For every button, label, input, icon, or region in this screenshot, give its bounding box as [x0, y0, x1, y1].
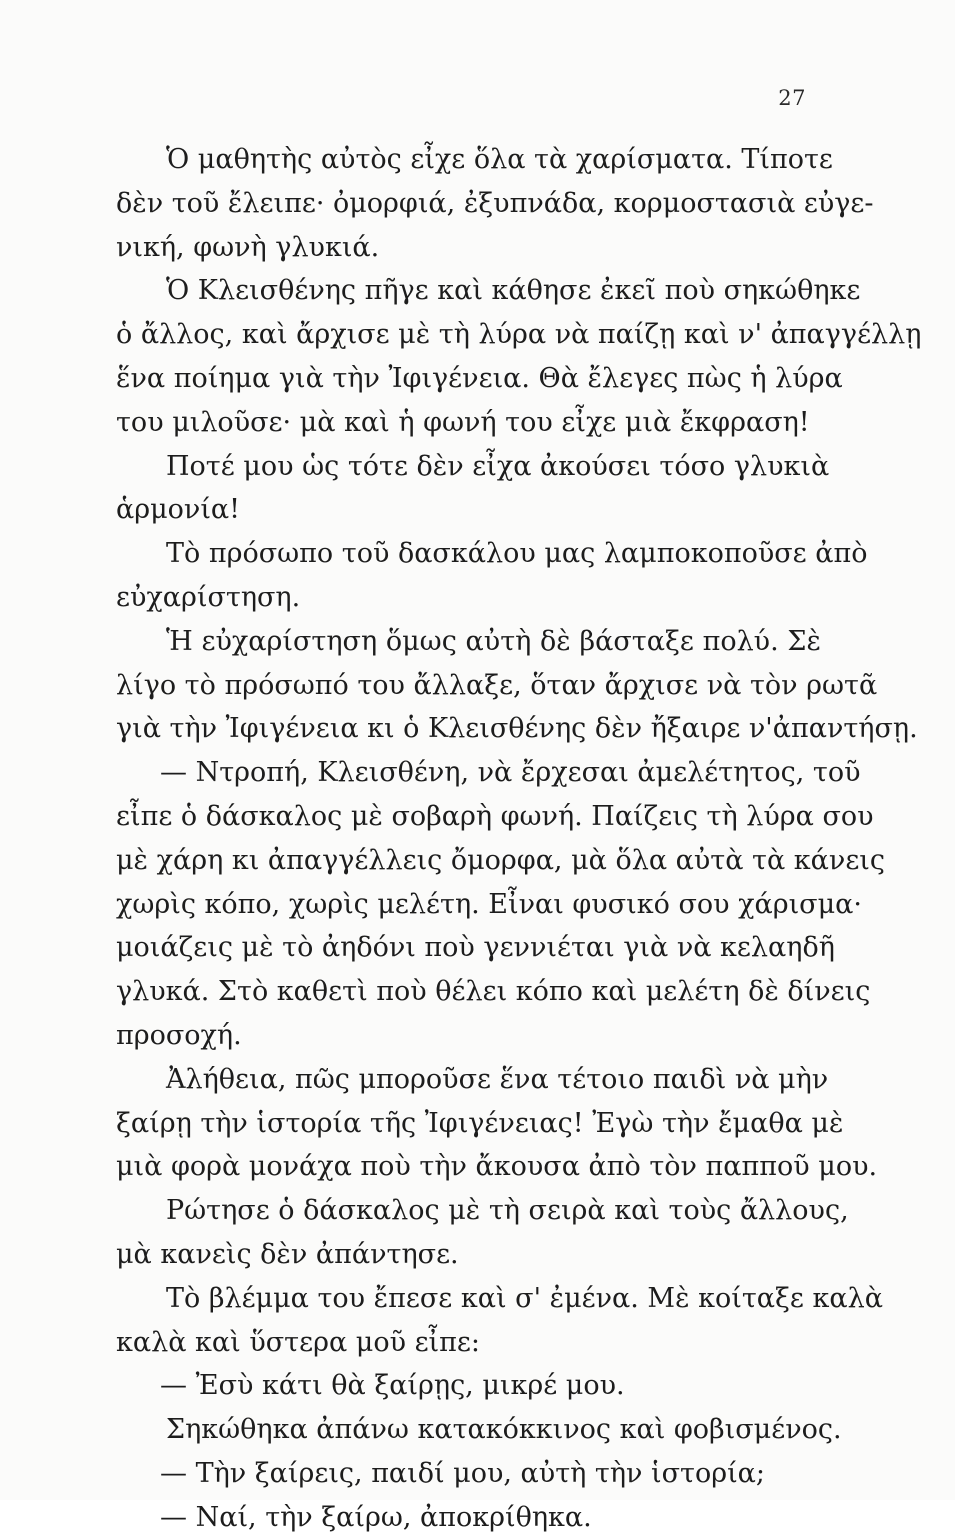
text-line: Ἡ εὐχαρίστηση ὅμως αὐτὴ δὲ βάσταξε πολύ. Σὲ: [166, 625, 821, 657]
text-line: δὲν τοῦ ἔλειπε· ὀμορφιά, ἐξυπνάδα, κορμοστασιὰ εὐγε-: [116, 187, 874, 219]
text-line: Ὁ Κλεισθένης πῆγε καὶ κάθησε ἐκεῖ ποὺ σηκώθηκε: [166, 275, 861, 307]
text-line: εὐχαρίστηση.: [116, 582, 301, 613]
text-line: νική, φωνὴ γλυκιά.: [116, 231, 380, 263]
text-line: Τὸ βλέμμα του ἔπεσε καὶ σ' ἐμένα. Μὲ κοίταξε καλὰ: [166, 1282, 883, 1314]
text-line: ξαίρῃ τὴν ἱστορία τῆς Ἰφιγένειας! Ἐγὼ τὴν ἔμαθα μὲ: [116, 1107, 844, 1139]
text-line: — Ἐσὺ κάτι θὰ ξαίρῃς, μικρέ μου.: [160, 1370, 625, 1402]
text-line: Τὸ πρόσωπο τοῦ δασκάλου μας λαμποκοποῦσε ἀπὸ: [166, 538, 868, 570]
text-line: λίγο τὸ πρόσωπό του ἄλλαξε, ὅταν ἄρχισε νὰ τὸν ρωτᾶ: [116, 669, 878, 701]
text-line: ἁρμονία!: [116, 494, 240, 526]
text-line: — Ναί, τὴν ξαίρω, ἀποκρίθηκα.: [160, 1501, 592, 1533]
text-line: Ρώτησε ὁ δάσκαλος μὲ τὴ σειρὰ καὶ τοὺς ἄλλους,: [166, 1195, 849, 1227]
text-line: — Τὴν ξαίρεις, παιδί μου, αὐτὴ τὴν ἱστορία;: [160, 1458, 766, 1489]
text-line: μὰ κανεὶς δὲν ἀπάντησε.: [116, 1239, 459, 1270]
text-line: χωρὶς κόπο, χωρὶς μελέτη. Εἶναι φυσικό σου χάρισμα·: [116, 888, 862, 920]
text-line: Ποτέ μου ὡς τότε δὲν εἶχα ἀκούσει τόσο γλυκιὰ: [166, 450, 830, 482]
text-line: Ὁ μαθητὴς αὐτὸς εἶχε ὅλα τὰ χαρίσματα. Τίποτε: [166, 144, 833, 175]
page-number: 27: [778, 86, 806, 110]
text-line: εἶπε ὁ δάσκαλος μὲ σοβαρὴ φωνή. Παίζεις τὴ λύρα σου: [116, 801, 874, 832]
text-line: Ἀλήθεια, πῶς μποροῦσε ἕνα τέτοιο παιδὶ νὰ μὴν: [166, 1063, 829, 1095]
text-line: Σηκώθηκα ἀπάνω κατακόκκινος καὶ φοβισμένος.: [166, 1414, 842, 1446]
text-line: μοιάζεις μὲ τὸ ἀηδόνι ποὺ γεννιέται γιὰ νὰ κελαηδῆ: [116, 932, 835, 964]
text-line: — Ντροπή, Κλεισθένη, νὰ ἔρχεσαι ἀμελέτητος, τοῦ: [160, 757, 861, 789]
text-line: του μιλοῦσε· μὰ καὶ ἡ φωνή του εἶχε μιὰ ἔκφραση!: [116, 406, 810, 438]
text-line: προσοχή.: [116, 1020, 242, 1051]
text-line: γιὰ τὴν Ἰφιγένεια κι ὁ Κλεισθένης δὲν ἤξαιρε ν'ἀπαντήσῃ.: [116, 713, 918, 745]
text-line: ἕνα ποίημα γιὰ τὴν Ἰφιγένεια. Θὰ ἔλεγες πὼς ἡ λύρα: [116, 363, 843, 394]
text-line: μιὰ φορὰ μονάχα ποὺ τὴν ἄκουσα ἀπὸ τὸν παπποῦ μου.: [116, 1151, 878, 1183]
text-line: μὲ χάρη κι ἀπαγγέλλεις ὄμορφα, μὰ ὅλα αὐτὰ τὰ κάνεις: [116, 844, 886, 876]
text-line: γλυκά. Στὸ καθετὶ ποὺ θέλει κόπο καὶ μελέτη δὲ δίνεις: [116, 976, 871, 1008]
text-line: ὁ ἄλλος, καὶ ἄρχισε μὲ τὴ λύρα νὰ παίζῃ καὶ ν' ἀπαγγέλλῃ: [116, 319, 922, 351]
text-line: καλὰ καὶ ὕστερα μοῦ εἶπε:: [116, 1326, 480, 1358]
